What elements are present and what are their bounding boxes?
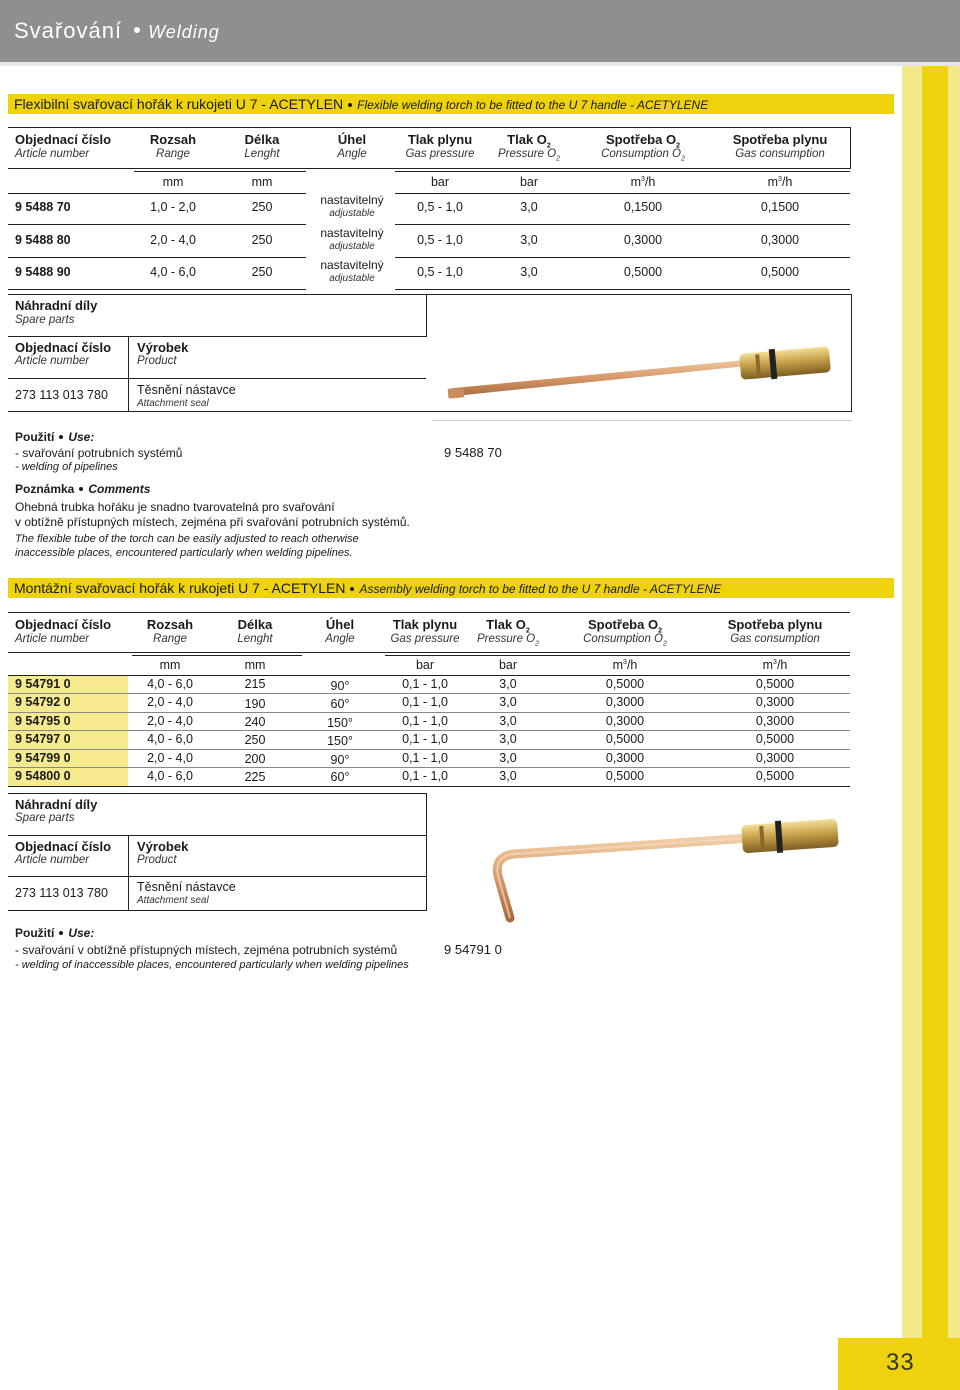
s2-spare-product: Těsnění nástavce	[137, 880, 236, 894]
s1-row-rule	[395, 224, 850, 225]
s2-col-gas-cons: Spotřeba plynu	[727, 617, 823, 632]
s1-col-range-en: Range	[156, 148, 190, 160]
s2-spare-title: Náhradní díly	[15, 797, 98, 812]
s2-unit-range: mm	[159, 658, 181, 672]
s1-row-gas-pressure: 0,5 - 1,0	[417, 200, 463, 214]
s1-use-text: - svařování potrubních systémů	[15, 446, 183, 460]
s2-col-gas-pressure: Tlak plynu	[392, 617, 458, 632]
s2-row-gas-cons: 0,5000	[755, 732, 795, 746]
side-stripe-tail	[948, 66, 960, 1390]
s2-unit-o2-cons: $m^3/h$	[612, 658, 638, 672]
s2-row-gas-cons: 0,3000	[755, 751, 795, 765]
s2-row-gas-cons: 0,3000	[755, 714, 795, 728]
s2-row-length: 240	[244, 715, 266, 729]
s2-use-heading: Použití Use:	[15, 926, 95, 940]
s1-row-rule	[395, 257, 850, 258]
s1-unit-o2-cons: $m^3/h$	[630, 175, 656, 189]
s1-spare-title-en: Spare parts	[15, 314, 75, 326]
s2-spare-col1: Objednací číslo	[15, 839, 112, 854]
s2-row-o2-cons: 0,3000	[605, 714, 645, 728]
s1-unit-rule-b	[395, 171, 850, 172]
s2-row-gas-cons: 0,5000	[755, 677, 795, 691]
s2-row-o2-cons: 0,3000	[605, 695, 645, 709]
s1-row-angle-en: adjustable	[329, 208, 375, 219]
s1-image-label: 9 5488 70	[444, 445, 502, 460]
s1-head-rule	[8, 168, 850, 169]
s2-spare-product-en: Attachment seal	[137, 895, 209, 906]
s1-row-length: 250	[251, 265, 273, 279]
s1-row-angle-en: adjustable	[329, 241, 375, 252]
s1-col-gas-cons: Spotřeba plynu	[732, 132, 828, 147]
s2-row-range: 4,0 - 6,0	[147, 769, 193, 783]
s2-col-range-en: Range	[153, 633, 187, 645]
s1-use-text-en: - welding of pipelines	[15, 461, 118, 473]
s2-row-o2-pressure: 3,0	[499, 695, 517, 709]
s1-spare-product-en: Attachment seal	[137, 398, 209, 409]
s2-unit-rule-b	[385, 655, 850, 656]
s2-row-o2-pressure: 3,0	[499, 769, 517, 783]
s2-col-length: Délka	[237, 617, 273, 632]
page-number: 33	[886, 1349, 915, 1376]
straight-torch-image	[440, 330, 840, 410]
s2-row-angle: 90°	[330, 679, 350, 693]
s1-row-angle: nastavitelný	[320, 258, 384, 272]
s2-row-rule	[8, 712, 850, 713]
s2-row-gas-cons: 0,3000	[755, 695, 795, 709]
section2-title: Montážní svařovací hořák k rukojeti U 7 - ACETYLEN Assembly welding torch to be fitted to the U 7 handle - ACETYLENE	[8, 578, 894, 598]
s1-unit-range: mm	[162, 175, 184, 189]
s2-top-rule	[8, 612, 850, 613]
s2-row-rule	[8, 675, 850, 676]
s1-spare-rule	[8, 336, 426, 337]
s1-col-article-en: Article number	[15, 148, 90, 160]
s2-row-gas-pressure: 0,1 - 1,0	[402, 751, 448, 765]
s1-spare-bottom-rule	[8, 411, 852, 412]
s2-row-o2-pressure: 3,0	[499, 677, 517, 691]
s2-row-length: 190	[244, 697, 266, 711]
s2-row-range: 2,0 - 4,0	[147, 751, 193, 765]
s1-col-o2-cons: Spotřeba $O_2$	[606, 132, 680, 150]
s2-row-o2-pressure: 3,0	[499, 714, 517, 728]
s2-row-article: 9 54792 0	[15, 695, 71, 709]
s1-col-o2-cons-en: Consumption $O_2$	[601, 148, 685, 163]
s1-col-gas-pressure: Tlak plynu	[407, 132, 473, 147]
s2-spare-col2-en: Product	[137, 854, 177, 866]
s2-row-rule	[8, 730, 850, 731]
s1-row-rule	[395, 289, 850, 290]
s1-col-article: Objednací číslo	[15, 132, 112, 147]
s1-row-o2-cons: 0,3000	[623, 233, 663, 247]
s1-row-o2-pressure: 3,0	[520, 265, 538, 279]
s2-row-rule	[8, 767, 850, 768]
s2-col-angle-en: Angle	[325, 633, 355, 645]
s1-row-range: 2,0 - 4,0	[150, 233, 196, 247]
s1-row-article: 9 5488 90	[15, 265, 71, 279]
s2-row-length: 215	[244, 677, 266, 691]
s1-row-article: 9 5488 80	[15, 233, 71, 247]
s2-unit-o2-pressure: bar	[498, 658, 518, 672]
s2-spare-article: 273 113 013 780	[15, 886, 108, 900]
s1-spare-vrule	[426, 294, 427, 337]
s2-row-angle: 90°	[330, 753, 350, 767]
s2-row-gas-pressure: 0,1 - 1,0	[402, 695, 448, 709]
s2-row-angle: 150°	[327, 716, 353, 730]
s1-spare-rule2	[8, 378, 426, 379]
s1-unit-gas-pressure: bar	[430, 175, 450, 189]
s2-spare-rule	[8, 835, 426, 836]
s1-row-gas-cons: 0,3000	[760, 233, 800, 247]
s2-row-angle: 60°	[330, 697, 350, 711]
s1-row-rule	[8, 289, 306, 290]
s1-comments-heading: Poznámka Comments	[15, 482, 151, 496]
s1-spare-title: Náhradní díly	[15, 298, 98, 313]
s1-col-angle-en: Angle	[337, 148, 367, 160]
s1-image-rule	[432, 420, 852, 421]
s2-row-angle: 60°	[330, 770, 350, 784]
s1-row-o2-cons: 0,5000	[623, 265, 663, 279]
s2-spare-col2: Výrobek	[137, 839, 189, 854]
s2-row-article: 9 54800 0	[15, 769, 71, 783]
s1-unit-gas-cons: $m^3/h$	[767, 175, 793, 189]
s2-row-article: 9 54799 0	[15, 751, 71, 765]
s2-spare-col1-en: Article number	[15, 854, 90, 866]
s2-row-angle: 150°	[327, 734, 353, 748]
s2-col-article-en: Article number	[15, 633, 90, 645]
s2-col-o2-cons: Spotřeba $O_2$	[588, 617, 662, 635]
s1-row-o2-cons: 0,1500	[623, 200, 663, 214]
s2-col-gas-pressure-en: Gas pressure	[390, 633, 460, 645]
s2-row-o2-cons: 0,5000	[605, 769, 645, 783]
s2-spare-vrule	[426, 793, 427, 911]
s1-col-range: Rozsah	[149, 132, 197, 147]
s1-row-gas-cons: 0,5000	[760, 265, 800, 279]
s2-row-o2-cons: 0,3000	[605, 751, 645, 765]
s2-row-range: 4,0 - 6,0	[147, 677, 193, 691]
s2-unit-rule-a	[132, 655, 302, 656]
s2-col-length-en: Lenght	[237, 633, 273, 645]
s2-col-o2-pressure-en: Pressure $O_2$	[476, 633, 540, 648]
s1-row-o2-pressure: 3,0	[520, 200, 538, 214]
s2-row-range: 4,0 - 6,0	[147, 732, 193, 746]
s1-unit-under-b	[395, 193, 850, 194]
s2-col-range: Rozsah	[146, 617, 194, 632]
s2-image-label: 9 54791 0	[444, 942, 502, 957]
s2-col-o2-pressure: Tlak $O_2$	[486, 617, 530, 635]
s1-row-gas-pressure: 0,5 - 1,0	[417, 233, 463, 247]
s2-row-rule	[8, 693, 850, 694]
s2-col-gas-cons-en: Gas consumption	[730, 633, 820, 645]
s1-use-heading: Použití Use:	[15, 430, 95, 444]
s1-row-angle: nastavitelný	[320, 226, 384, 240]
side-stripe-light	[902, 66, 922, 1390]
s2-row-gas-pressure: 0,1 - 1,0	[402, 677, 448, 691]
s1-spare-col1: Objednací číslo	[15, 340, 112, 355]
s1-comment-cz-1: Ohebná trubka hořáku je snadno tvarovatelná pro svařování	[15, 500, 335, 514]
s1-row-article: 9 5488 70	[15, 200, 71, 214]
s2-col-article: Objednací číslo	[15, 617, 112, 632]
s1-spare-product: Těsnění nástavce	[137, 383, 236, 397]
s2-row-gas-pressure: 0,1 - 1,0	[402, 714, 448, 728]
s2-row-length: 200	[244, 752, 266, 766]
s1-unit-under-a	[8, 193, 306, 194]
s2-row-gas-pressure: 0,1 - 1,0	[402, 732, 448, 746]
s1-col-length-en: Lenght	[244, 148, 280, 160]
s1-col-gas-pressure-en: Gas pressure	[405, 148, 475, 160]
header-title: Svařování Welding	[14, 18, 220, 43]
s2-row-o2-cons: 0,5000	[605, 732, 645, 746]
s2-col-o2-cons-en: Consumption $O_2$	[583, 633, 667, 648]
s2-row-rule	[8, 786, 850, 787]
s2-row-article: 9 54795 0	[15, 714, 71, 728]
s1-row-rule	[8, 224, 306, 225]
s1-row-rule	[8, 257, 306, 258]
s2-spare-rule2	[8, 876, 426, 877]
s1-row-gas-cons: 0,1500	[760, 200, 800, 214]
s1-col-o2-pressure-en: Pressure $O_2$	[497, 148, 561, 163]
s2-use-text-en: - welding of inaccessible places, encountered particularly when welding pipelines	[15, 959, 409, 971]
s2-spare-title-en: Spare parts	[15, 812, 75, 824]
s1-row-range: 4,0 - 6,0	[150, 265, 196, 279]
header-edge	[0, 62, 960, 66]
s2-row-length: 225	[244, 770, 266, 784]
s2-row-article: 9 54797 0	[15, 732, 71, 746]
s2-unit-gas-pressure: bar	[415, 658, 435, 672]
s1-row-o2-pressure: 3,0	[520, 233, 538, 247]
s1-col-length: Délka	[244, 132, 280, 147]
s1-row-range: 1,0 - 2,0	[150, 200, 196, 214]
s2-spare-top-rule	[8, 793, 426, 794]
s1-col-o2-pressure: Tlak $O_2$	[507, 132, 551, 150]
s1-spare-col-rule	[128, 336, 129, 412]
s2-col-angle: Úhel	[325, 617, 355, 632]
s1-row-length: 250	[251, 233, 273, 247]
s2-row-o2-cons: 0,5000	[605, 677, 645, 691]
side-stripe	[922, 66, 948, 1390]
s2-spare-bottom-rule	[8, 910, 426, 911]
s1-spare-col2-en: Product	[137, 355, 177, 367]
s2-row-length: 250	[244, 733, 266, 747]
s1-unit-rule-a	[134, 171, 306, 172]
page-header	[0, 0, 960, 62]
s2-row-range: 2,0 - 4,0	[147, 714, 193, 728]
s2-row-article: 9 54791 0	[15, 677, 71, 691]
s2-row-gas-pressure: 0,1 - 1,0	[402, 769, 448, 783]
s1-row-angle: nastavitelný	[320, 193, 384, 207]
s2-unit-length: mm	[244, 658, 266, 672]
s1-comment-en-2: inaccessible places, encountered particularly when welding pipelines.	[15, 547, 353, 559]
s1-col-angle: Úhel	[337, 132, 367, 147]
s1-spare-col2: Výrobek	[137, 340, 189, 355]
s1-row-gas-pressure: 0,5 - 1,0	[417, 265, 463, 279]
s1-spare-right-rule	[851, 294, 852, 412]
s1-unit-o2-pressure: bar	[519, 175, 539, 189]
s1-col-gas-cons-en: Gas consumption	[735, 148, 825, 160]
s2-head-rule	[8, 652, 850, 653]
s1-row-length: 250	[251, 200, 273, 214]
s1-top-rule	[8, 127, 850, 128]
s1-comment-en-1: The flexible tube of the torch can be easily adjusted to reach otherwise	[15, 533, 359, 545]
s1-spare-col1-en: Article number	[15, 355, 90, 367]
s2-use-text: - svařování v obtížně přístupných místech, zejména potrubních systémů	[15, 943, 398, 957]
s2-spare-col-rule	[128, 835, 129, 911]
s2-unit-gas-cons: $m^3/h$	[762, 658, 788, 672]
bent-torch-image	[470, 800, 850, 930]
s2-row-range: 2,0 - 4,0	[147, 695, 193, 709]
s2-row-o2-pressure: 3,0	[499, 751, 517, 765]
section1-title: Flexibilní svařovací hořák k rukojeti U 7 - ACETYLEN Flexible welding torch to be fitted to the U 7 handle - ACETYLENE	[8, 94, 894, 114]
s1-comment-cz-2: v obtížně přístupných místech, zejména při svařování potrubních systémů.	[15, 515, 410, 529]
s1-row-angle-en: adjustable	[329, 273, 375, 284]
s1-spare-top-rule	[8, 294, 852, 295]
s1-unit-length: mm	[251, 175, 273, 189]
s2-row-rule	[8, 749, 850, 750]
s2-row-gas-cons: 0,5000	[755, 769, 795, 783]
s2-row-o2-pressure: 3,0	[499, 732, 517, 746]
s1-right-rule	[850, 127, 851, 169]
s1-spare-article: 273 113 013 780	[15, 388, 108, 402]
